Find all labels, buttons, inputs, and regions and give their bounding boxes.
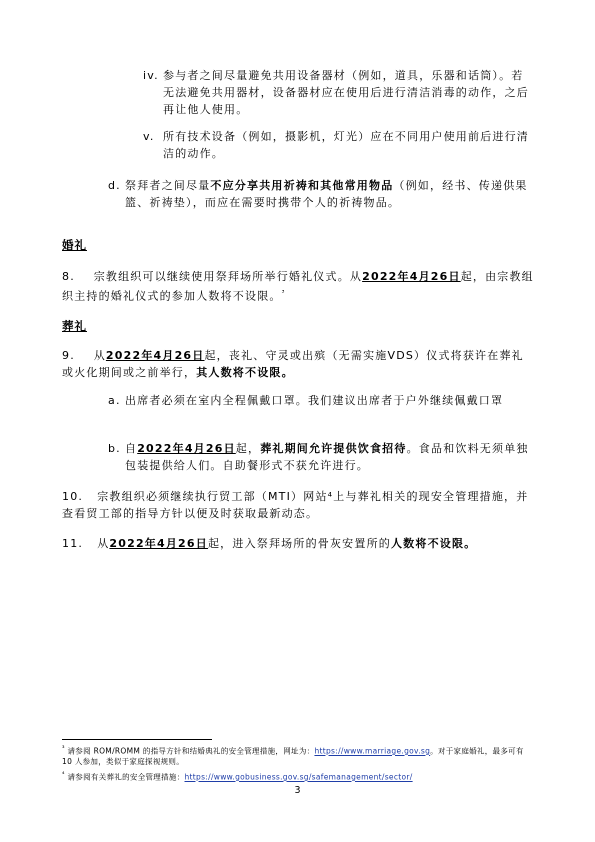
wedding-heading: 婚礼 xyxy=(62,238,87,252)
item-d-text: 祭拜者之间尽量不应分享共用祈祷和其他常用物品（例如，经书、传递供果篮、祈祷垫），而应在需要时携带个人的祈祷物品。 xyxy=(125,179,528,209)
funeral-heading: 葬礼 xyxy=(62,319,87,333)
paragraph-8: 8. 宗教组织可以继续使用祭拜场所举行婚礼仪式。从2022年4月26日起，由宗教组织主持的婚礼仪式的参加人数将不设限。$^{^3}$ xyxy=(62,270,534,303)
item-a-marker: a. xyxy=(108,394,121,407)
footnote-4: $^{^4}$ 请参阅有关葬礼的安全管理措施：https://www.gobusiness.gov.sg/safemanagement/sector/ xyxy=(62,771,413,782)
footnote-divider xyxy=(62,739,212,740)
item-d-marker: d. xyxy=(108,179,121,192)
gobusiness-link[interactable]: https://www.gobusiness.gov.sg/safemanagement/sector/ xyxy=(184,772,413,782)
marriage-link[interactable]: https://www.marriage.gov.sg xyxy=(314,746,431,756)
page-number: 3 xyxy=(294,785,301,796)
item-b-marker: b. xyxy=(108,442,121,455)
paragraph-9: 9. 从2022年4月26日起，丧礼、守灵或出殡（无需实施VDS）仪式将获许在葬礼或火化期间或之前举行，其人数将不设限。 xyxy=(62,349,524,379)
item-iv-marker: iv. xyxy=(143,69,159,82)
paragraph-11: 11. 从2022年4月26日起，进入祭拜场所的骨灰安置所的人数将不设限。 xyxy=(62,537,477,550)
item-b-text: 自2022年4月26日起，葬礼期间允许提供饮食招待。食品和饮料无须单独包装提供给人们。自助餐形式不获允许进行。 xyxy=(125,442,529,472)
paragraph-10: 10. 宗教组织必须继续执行贸工部（MTI）网站⁴上与葬礼相关的现安全管理措施，并查看贸工部的指导方针以便及时获取最新动态。 xyxy=(62,490,529,520)
item-v-marker: v. xyxy=(143,130,155,143)
item-v-text: 所有技术设备（例如，摄影机，灯光）应在不同用户使用前后进行清洁的动作。 xyxy=(163,130,529,160)
item-a-text: 出席者必须在室内全程佩戴口罩。我们建议出席者于户外继续佩戴口罩 xyxy=(125,394,504,407)
footnote-3: $^{^3}$ 请参阅 ROM/ROMM 的指导方针和结婚典礼的安全管理措施，网址为：https://www.marriage.gov.sg。对于家庭婚礼，最多可有 10 人参加，类似于家庭探视规则。 xyxy=(62,745,524,766)
item-iv-text: 参与者之间尽量避免共用设备器材（例如，道具，乐器和话筒）。若无法避免共用器材，设备器材应在使用后进行清洁消毒的动作，之后再让他人使用。 xyxy=(163,69,529,116)
